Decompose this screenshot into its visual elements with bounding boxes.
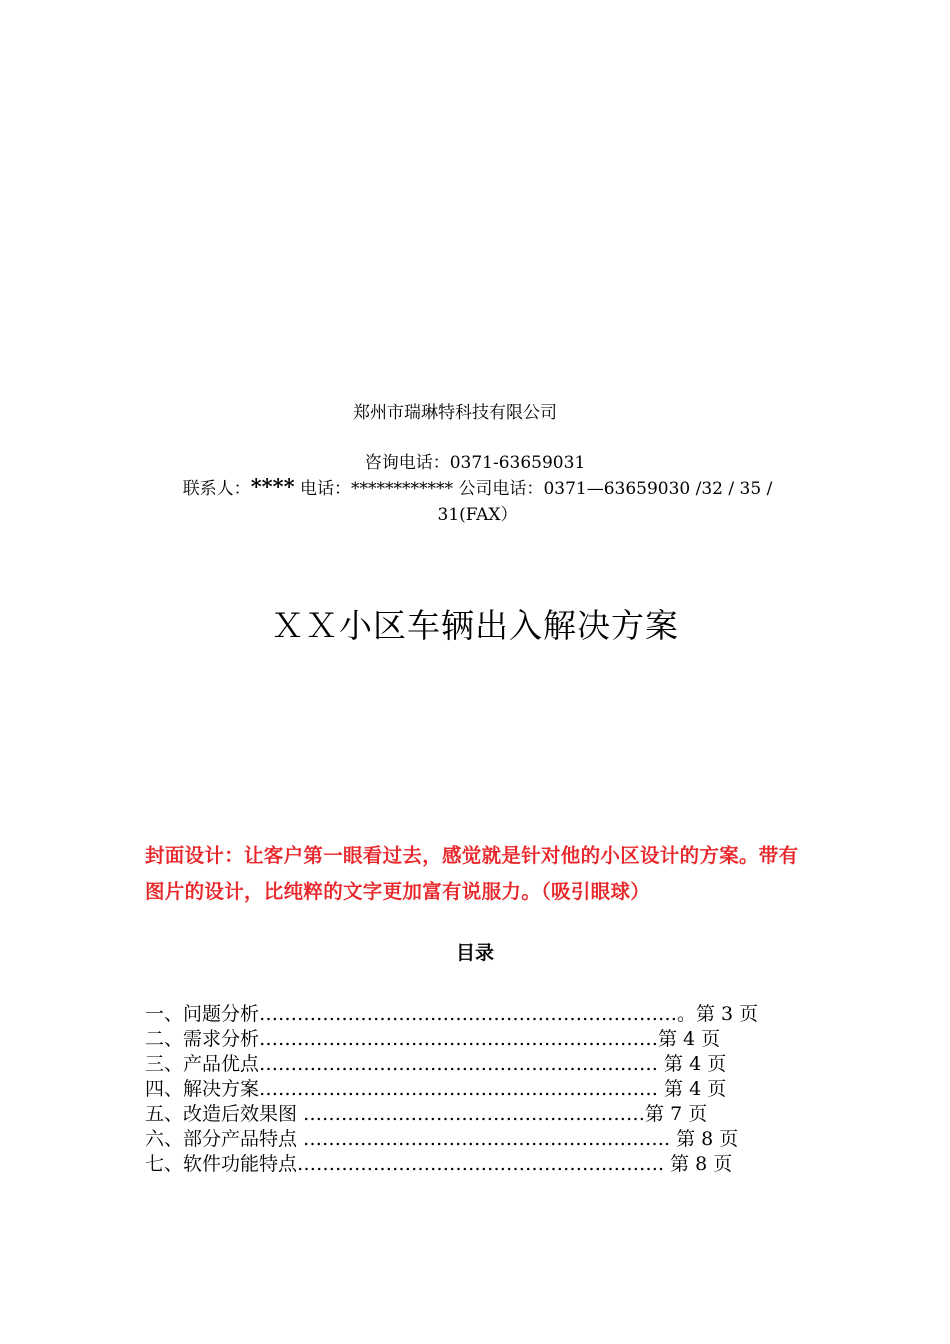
table-of-contents: [145, 1002, 810, 1177]
phone-number: ************: [351, 479, 459, 499]
contact-person: ****: [250, 474, 295, 499]
company-phone-label: 公司电话：: [458, 479, 544, 499]
toc-item: 五、改造后效果图 ………………………………………………第 7 页: [145, 1103, 708, 1125]
contact-line: [145, 474, 810, 528]
toc-item: 六、部分产品特点 …………………………………………………. 第 8 页: [145, 1128, 739, 1150]
toc-heading: 目录: [455, 942, 494, 964]
company-phone-number: 0371—63659030 /32 / 35 / 31(FAX）: [437, 479, 773, 525]
cover-design-note: 封面设计：让客户第一眼看过去，感觉就是针对他的小区设计的方案。带有图片的设计，比纯粹的文字更加富有说服力。（吸引眼球）: [145, 844, 799, 903]
toc-item: 二、需求分析………………………………………………………第 4 页: [145, 1028, 721, 1050]
toc-item: 七、软件功能特点…………………………………………………. 第 8 页: [145, 1153, 733, 1175]
toc-item: 三、产品优点……………………………………………………… 第 4 页: [145, 1053, 727, 1075]
toc-item: 四、解决方案……………………………………………………… 第 4 页: [145, 1078, 727, 1100]
toc-item: 一、问题分析…………………………………………………………。第 3 页: [145, 1003, 759, 1025]
consult-phone: 咨询电话：0371-63659031: [364, 453, 586, 473]
phone-label: 电话：: [294, 479, 352, 499]
company-name: 郑州市瑞琳特科技有限公司: [353, 403, 557, 423]
document-title: ＸＸ小区车辆出入解决方案: [271, 606, 679, 645]
contact-label: 联系人：: [182, 479, 251, 499]
